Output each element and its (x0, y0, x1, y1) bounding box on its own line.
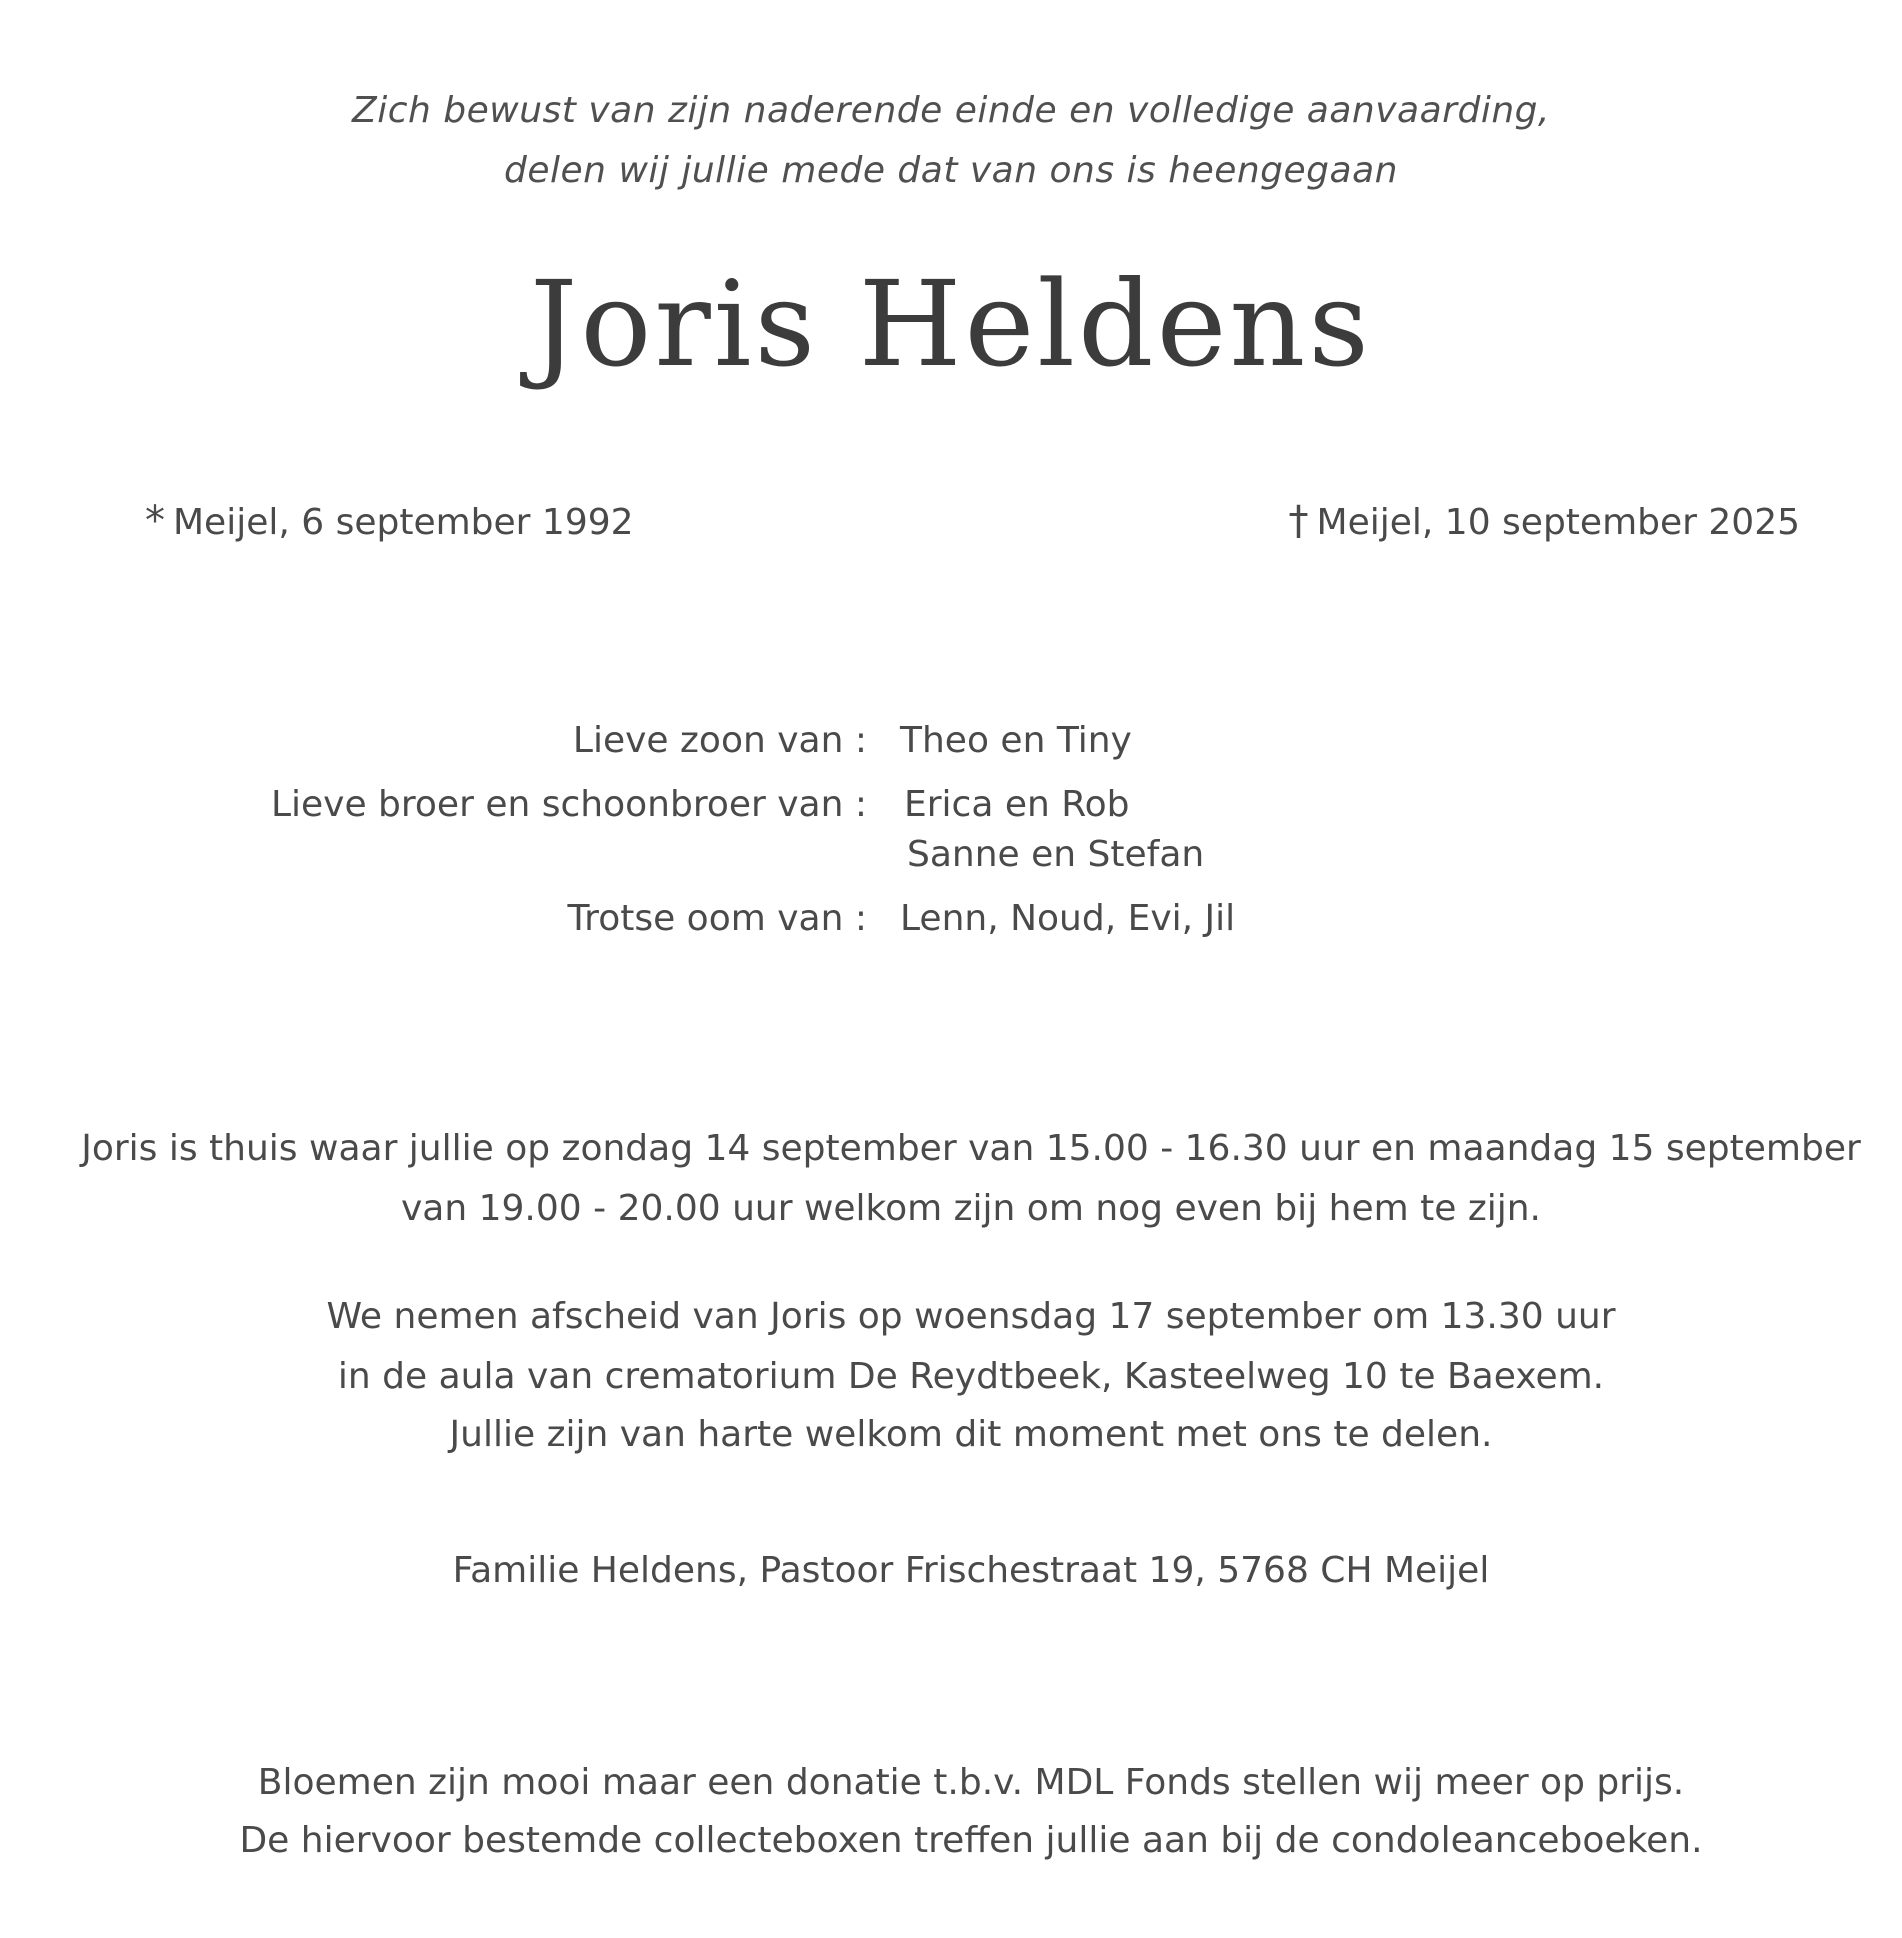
relation-label-brother: Lieve broer en schoonbroer van : (270, 784, 867, 825)
intro-line-1: Zich bewust van zijn naderende einde en volledige aanvaarding, (352, 90, 1550, 131)
farewell-line-1: We nemen afscheid van Joris op woensdag 17 september om 13.30 uur (326, 1296, 1616, 1337)
birth-asterisk-icon: * (145, 498, 165, 544)
donation-line-1: Bloemen zijn mooi maar een donatie t.b.v. MDL Fonds stellen wij meer op prijs. (257, 1762, 1685, 1803)
visiting-line-1: Joris is thuis waar jullie op zondag 14 september van 15.00 - 16.30 uur en maandag 15 september (81, 1128, 1861, 1169)
farewell-line-3: Jullie zijn van harte welkom dit moment met ons te delen. (449, 1414, 1493, 1455)
relation-value-brother-2: Sanne en Stefan (907, 834, 1205, 875)
farewell-line-2: in de aula van crematorium De Reydtbeek, Kasteelweg 10 te Baexem. (337, 1356, 1605, 1397)
relation-label-uncle: Trotse oom van : (567, 898, 867, 939)
death-date (1289, 498, 1800, 544)
birth-date (145, 498, 634, 544)
deceased-name: Joris Heldens (530, 255, 1372, 393)
death-date-text: Meijel, 10 september 2025 (1316, 502, 1800, 543)
relation-value-brother-1: Erica en Rob (904, 784, 1130, 825)
relation-value-uncle: Lenn, Noud, Evi, Jil (900, 898, 1236, 939)
relation-value-son: Theo en Tiny (900, 720, 1132, 761)
visiting-line-2: van 19.00 - 20.00 uur welkom zijn om nog even bij hem te zijn. (401, 1188, 1541, 1229)
birth-date-text: Meijel, 6 september 1992 (173, 502, 634, 543)
relation-label-son: Lieve zoon van : (572, 720, 867, 761)
donation-line-2: De hiervoor bestemde collecteboxen treffen jullie aan bij de condoleanceboeken. (239, 1820, 1703, 1861)
family-address: Familie Heldens, Pastoor Frischestraat 19, 5768 CH Meijel (452, 1550, 1490, 1591)
death-cross-icon: † (1288, 498, 1309, 544)
intro-line-2: delen wij jullie mede dat van ons is heengegaan (504, 150, 1398, 191)
